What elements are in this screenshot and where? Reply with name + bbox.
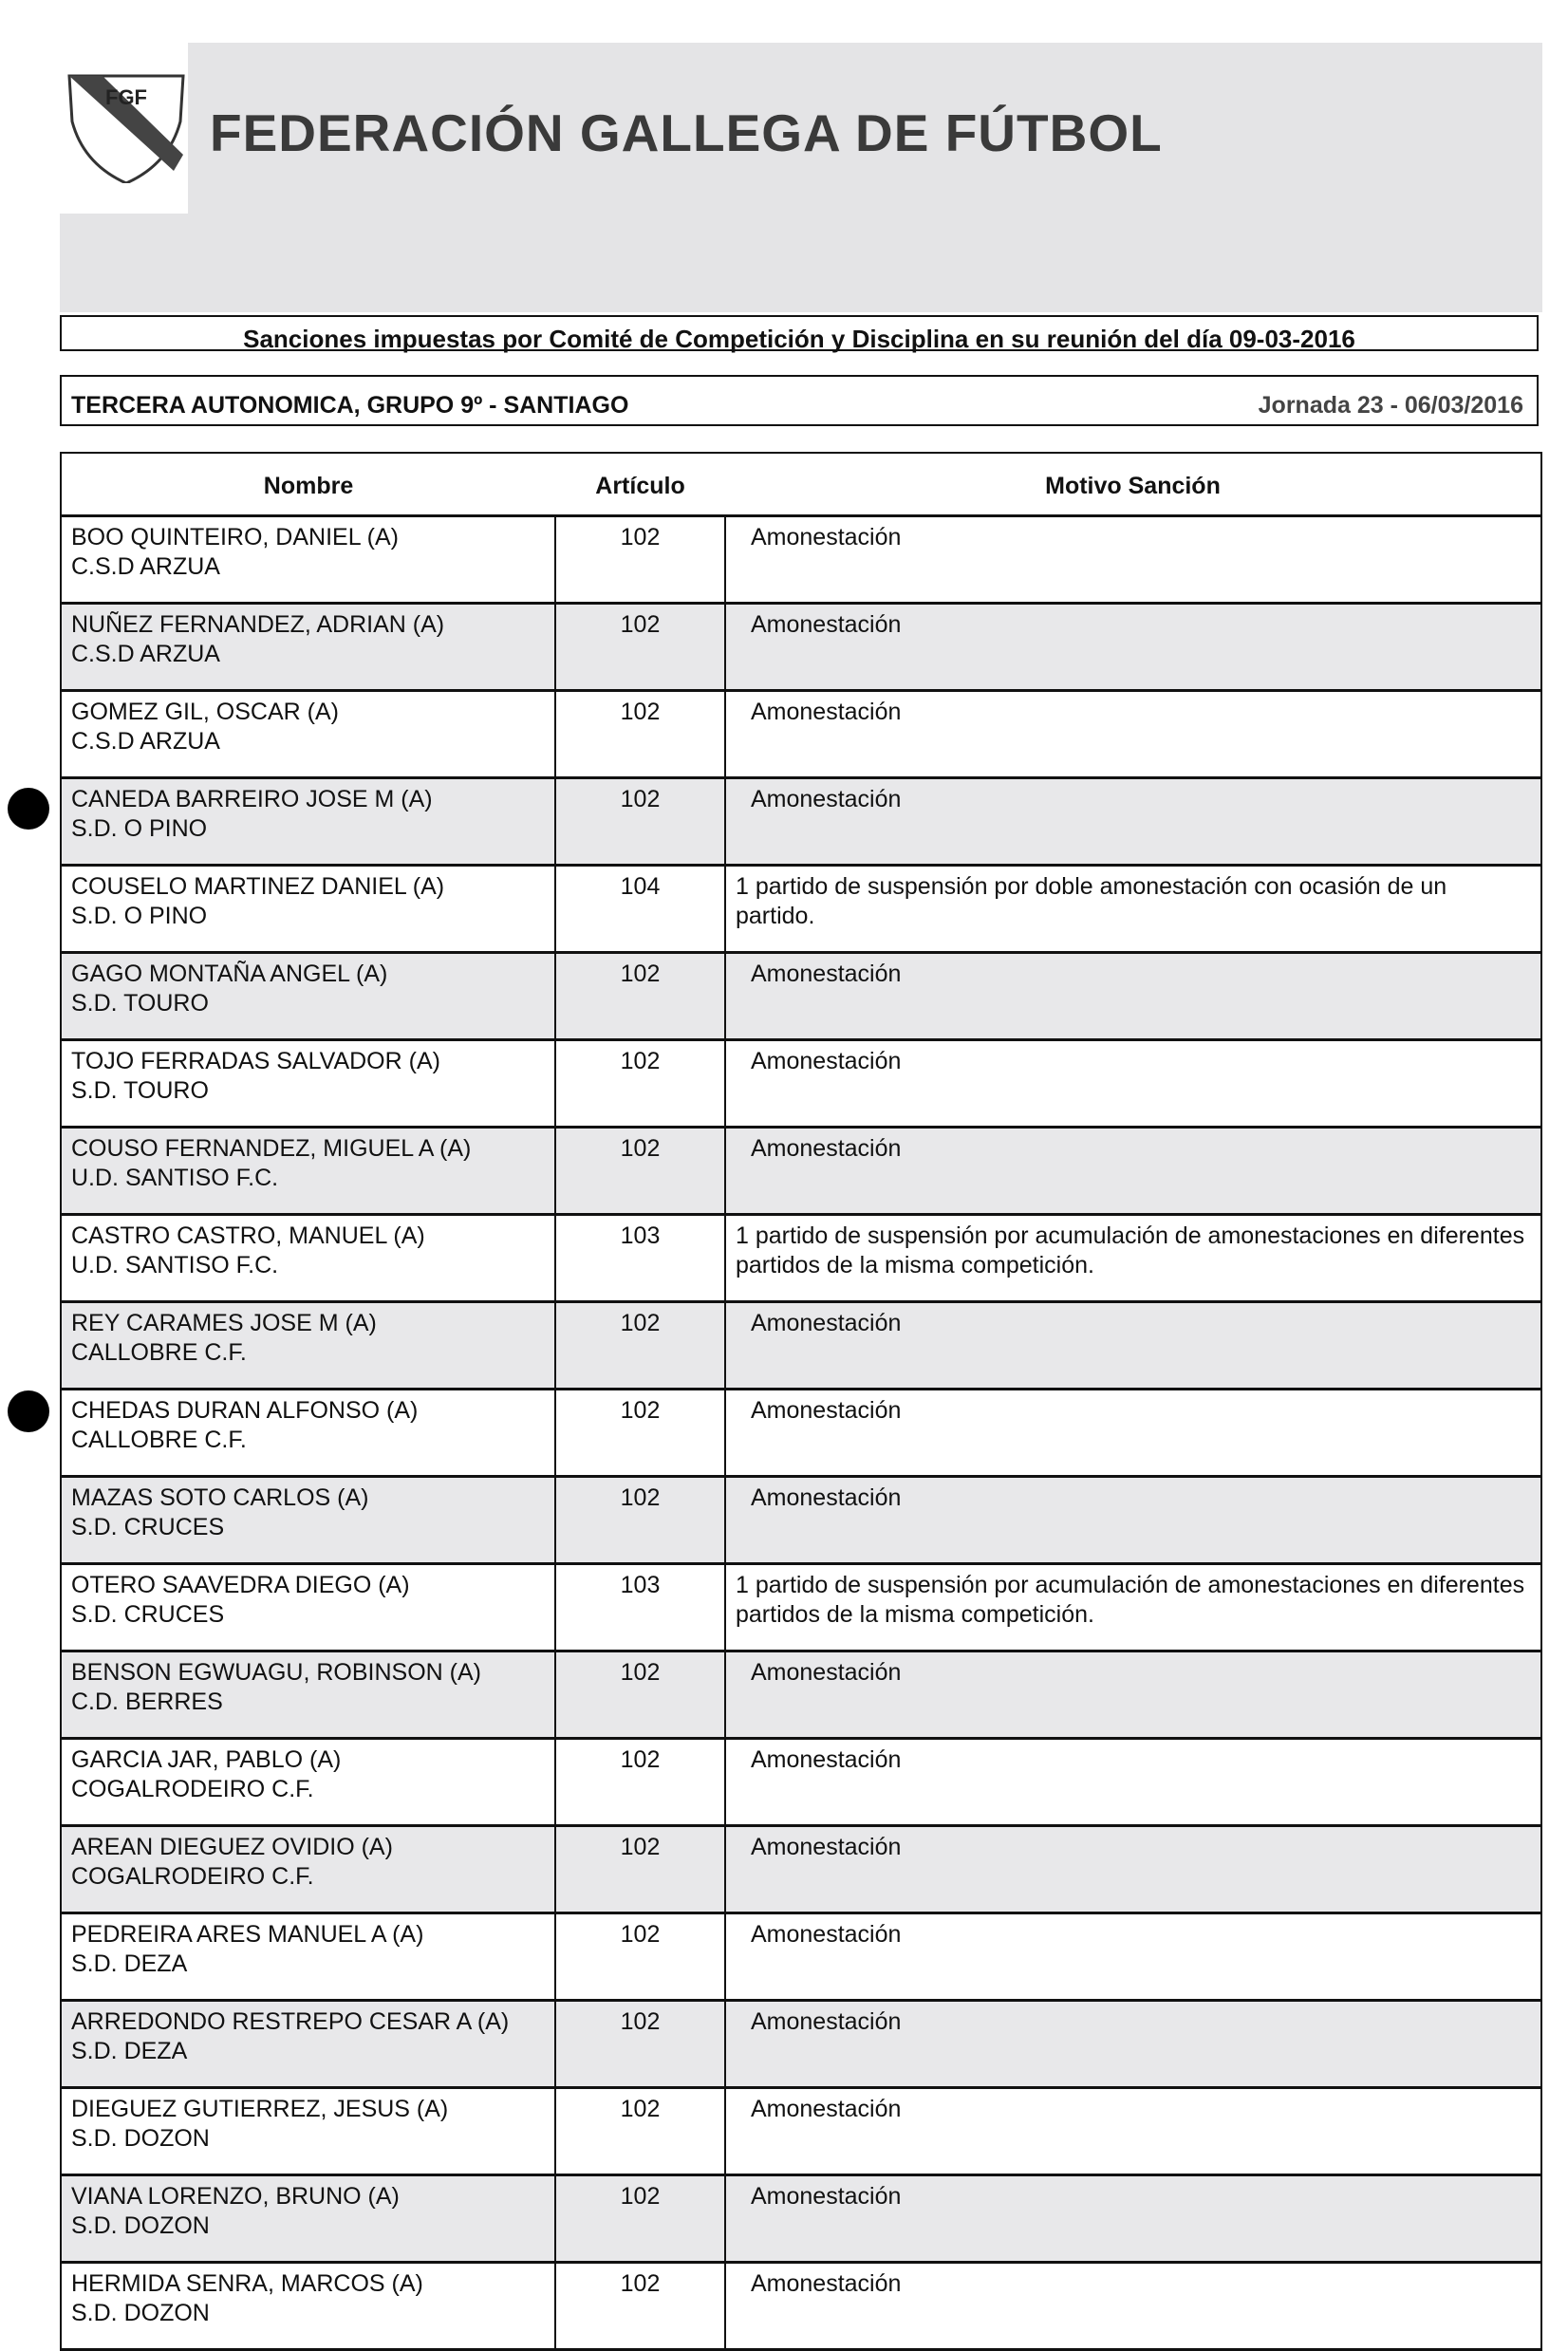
club-name: CALLOBRE C.F. <box>71 1427 247 1453</box>
reason-cell: Amonestación <box>725 1040 1541 1128</box>
article-cell: 102 <box>555 1477 725 1564</box>
club-name: S.D. TOURO <box>71 1077 209 1104</box>
player-cell <box>61 1651 555 1739</box>
player-name: GARCIA JAR, PABLO (A) <box>71 1746 342 1773</box>
club-name: S.D. O PINO <box>71 815 208 842</box>
player-name: AREAN DIEGUEZ OVIDIO (A) <box>71 1834 393 1860</box>
player-cell <box>61 2088 555 2175</box>
player-cell <box>61 1477 555 1564</box>
player-cell <box>61 2175 555 2263</box>
column-header-nombre: Nombre <box>61 453 555 516</box>
club-name: S.D. DOZON <box>71 2125 210 2152</box>
table-row <box>61 2088 1541 2175</box>
player-name: REY CARAMES JOSE M (A) <box>71 1310 377 1336</box>
table-row <box>61 1739 1541 1826</box>
player-cell <box>61 1302 555 1390</box>
article-cell: 103 <box>555 1215 725 1302</box>
table-row <box>61 1913 1541 2001</box>
page-title: FEDERACIÓN GALLEGA DE FÚTBOL <box>210 103 1163 162</box>
article-cell: 102 <box>555 604 725 691</box>
player-cell <box>61 1913 555 2001</box>
article-cell: 102 <box>555 1913 725 2001</box>
club-name: S.D. DEZA <box>71 1950 188 1977</box>
reason-cell: Amonestación <box>725 1651 1541 1739</box>
club-name: S.D. CRUCES <box>71 1514 225 1540</box>
player-name: NUÑEZ FERNANDEZ, ADRIAN (A) <box>71 611 445 638</box>
article-cell: 102 <box>555 1302 725 1390</box>
club-name: S.D. O PINO <box>71 903 208 929</box>
article-cell: 102 <box>555 691 725 778</box>
player-cell <box>61 778 555 866</box>
player-name: COUSO FERNANDEZ, MIGUEL A (A) <box>71 1135 472 1162</box>
column-header-motivo: Motivo Sanción <box>725 453 1541 516</box>
player-name: CHEDAS DURAN ALFONSO (A) <box>71 1397 419 1424</box>
club-name: S.D. TOURO <box>71 990 209 1017</box>
reason-cell: 1 partido de suspensión por acumulación de amonestaciones en diferentes partidos de la misma competición. <box>725 1564 1541 1651</box>
table-row <box>61 1390 1541 1477</box>
article-cell: 104 <box>555 866 725 953</box>
player-name: COUSELO MARTINEZ DANIEL (A) <box>71 873 445 900</box>
player-name: GOMEZ GIL, OSCAR (A) <box>71 699 339 725</box>
player-cell <box>61 1215 555 1302</box>
competition-name: TERCERA AUTONOMICA, GRUPO 9º - SANTIAGO <box>71 392 629 419</box>
table-row <box>61 2175 1541 2263</box>
jornada-label: Jornada 23 - 06/03/2016 <box>1258 392 1523 419</box>
reason-cell: Amonestación <box>725 2263 1541 2350</box>
punch-hole <box>8 788 49 830</box>
club-name: S.D. CRUCES <box>71 1601 225 1628</box>
club-name: S.D. DOZON <box>71 2212 210 2239</box>
player-cell <box>61 1739 555 1826</box>
club-name: CALLOBRE C.F. <box>71 1339 247 1366</box>
table-row <box>61 691 1541 778</box>
player-cell <box>61 1390 555 1477</box>
reason-cell: Amonestación <box>725 1739 1541 1826</box>
player-name: HERMIDA SENRA, MARCOS (A) <box>71 2270 423 2297</box>
article-cell: 102 <box>555 1390 725 1477</box>
club-name: COGALRODEIRO C.F. <box>71 1776 314 1802</box>
player-name: OTERO SAAVEDRA DIEGO (A) <box>71 1572 410 1598</box>
reason-cell: Amonestación <box>725 1302 1541 1390</box>
table-row <box>61 866 1541 953</box>
club-name: U.D. SANTISO F.C. <box>71 1252 279 1278</box>
article-cell: 102 <box>555 1040 725 1128</box>
sanctions-table <box>60 452 1542 2351</box>
reason-cell: 1 partido de suspensión por doble amonestación con ocasión de un partido. <box>725 866 1541 953</box>
club-name: COGALRODEIRO C.F. <box>71 1863 314 1890</box>
reason-cell: Amonestación <box>725 953 1541 1040</box>
article-cell: 102 <box>555 778 725 866</box>
table-row <box>61 2001 1541 2088</box>
club-name: C.S.D ARZUA <box>71 641 220 667</box>
club-name: C.S.D ARZUA <box>71 728 220 755</box>
club-name: S.D. DEZA <box>71 2038 188 2064</box>
reason-cell: Amonestación <box>725 1826 1541 1913</box>
player-name: BENSON EGWUAGU, ROBINSON (A) <box>71 1659 481 1686</box>
player-name: GAGO MONTAÑA ANGEL (A) <box>71 961 388 987</box>
reason-cell: Amonestación <box>725 1913 1541 2001</box>
article-cell: 102 <box>555 2175 725 2263</box>
reason-cell: Amonestación <box>725 691 1541 778</box>
table-row <box>61 2263 1541 2350</box>
reason-cell: 1 partido de suspensión por acumulación de amonestaciones en diferentes partidos de la misma competición. <box>725 1215 1541 1302</box>
fgf-shield-logo <box>65 65 188 183</box>
article-cell: 103 <box>555 1564 725 1651</box>
table-row <box>61 604 1541 691</box>
article-cell: 102 <box>555 516 725 604</box>
competition-bar <box>60 375 1539 426</box>
player-cell <box>61 1826 555 1913</box>
header-band <box>60 43 1542 312</box>
reason-cell: Amonestación <box>725 1128 1541 1215</box>
player-name: MAZAS SOTO CARLOS (A) <box>71 1484 369 1511</box>
reason-cell: Amonestación <box>725 778 1541 866</box>
table-row <box>61 1215 1541 1302</box>
column-header-articulo: Artículo <box>555 453 725 516</box>
table-row <box>61 1040 1541 1128</box>
article-cell: 102 <box>555 2088 725 2175</box>
reason-cell: Amonestación <box>725 604 1541 691</box>
player-name: VIANA LORENZO, BRUNO (A) <box>71 2183 400 2210</box>
player-cell <box>61 866 555 953</box>
punch-hole <box>8 1390 49 1432</box>
player-cell <box>61 1040 555 1128</box>
reason-cell: Amonestación <box>725 2001 1541 2088</box>
table-row <box>61 1128 1541 1215</box>
player-cell <box>61 1128 555 1215</box>
table-row <box>61 778 1541 866</box>
reason-cell: Amonestación <box>725 516 1541 604</box>
player-name: BOO QUINTEIRO, DANIEL (A) <box>71 524 399 550</box>
article-cell: 102 <box>555 1128 725 1215</box>
table-row <box>61 1302 1541 1390</box>
player-cell <box>61 953 555 1040</box>
article-cell: 102 <box>555 2263 725 2350</box>
club-name: C.S.D ARZUA <box>71 553 220 580</box>
club-name: C.D. BERRES <box>71 1689 223 1715</box>
player-cell <box>61 2001 555 2088</box>
club-name: S.D. DOZON <box>71 2300 210 2326</box>
table-row <box>61 1477 1541 1564</box>
svg-text:FGF: FGF <box>105 85 147 109</box>
session-subtitle: Sanciones impuestas por Comité de Competición y Disciplina en su reunión del día 09-03-2016 <box>60 315 1539 351</box>
club-name: U.D. SANTISO F.C. <box>71 1165 279 1191</box>
reason-cell: Amonestación <box>725 1390 1541 1477</box>
table-header <box>61 453 1541 516</box>
player-name: CASTRO CASTRO, MANUEL (A) <box>71 1222 425 1249</box>
reason-cell: Amonestación <box>725 2175 1541 2263</box>
player-name: TOJO FERRADAS SALVADOR (A) <box>71 1048 440 1074</box>
player-cell <box>61 604 555 691</box>
table-row <box>61 1564 1541 1651</box>
reason-cell: Amonestación <box>725 1477 1541 1564</box>
article-cell: 102 <box>555 1651 725 1739</box>
article-cell: 102 <box>555 1826 725 1913</box>
article-cell: 102 <box>555 953 725 1040</box>
table-body <box>61 516 1541 2350</box>
table-row <box>61 1651 1541 1739</box>
player-cell <box>61 2263 555 2350</box>
reason-cell: Amonestación <box>725 2088 1541 2175</box>
player-cell <box>61 516 555 604</box>
article-cell: 102 <box>555 1739 725 1826</box>
player-name: CANEDA BARREIRO JOSE M (A) <box>71 786 433 812</box>
article-cell: 102 <box>555 2001 725 2088</box>
table-row <box>61 516 1541 604</box>
player-name: PEDREIRA ARES MANUEL A (A) <box>71 1921 424 1948</box>
player-cell <box>61 1564 555 1651</box>
player-name: ARREDONDO RESTREPO CESAR A (A) <box>71 2008 510 2035</box>
player-cell <box>61 691 555 778</box>
table-row <box>61 953 1541 1040</box>
table-row <box>61 1826 1541 1913</box>
player-name: DIEGUEZ GUTIERREZ, JESUS (A) <box>71 2096 449 2122</box>
